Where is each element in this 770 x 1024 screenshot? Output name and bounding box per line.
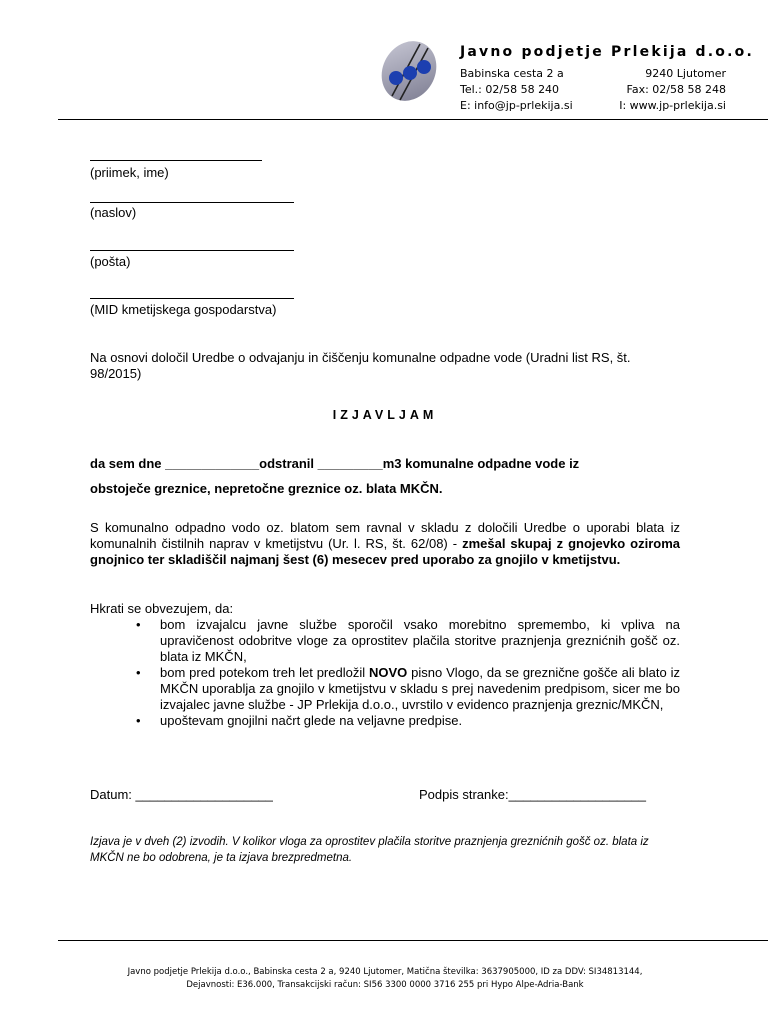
mid-line[interactable]: [90, 298, 294, 299]
statement-line-1: da sem dne _____________odstranil _________m3 komunalne odpadne vode iz: [90, 456, 580, 471]
footer-line-2: Dejavnosti: E36.000, Transakcijski račun: SI56 3300 0000 3716 255 pri Hypo Alpe-Adria-Bank: [186, 980, 584, 990]
post-line[interactable]: [90, 250, 294, 251]
compliance-paragraph: [90, 520, 680, 568]
intro-text: Na osnovi določil Uredbe o odvajanju in čiščenju komunalne odpadne vode (Uradni list RS, št. 98/2015): [90, 350, 631, 381]
header-divider: [58, 119, 768, 120]
company-email: E: info@jp-prlekija.si: [460, 99, 573, 112]
company-address: Babinska cesta 2 a: [460, 67, 564, 80]
compliance-bold-text: zmešal skupaj z gnojevko oziroma gnojnico ter skladiščil najmanj šest (6) mesecev pred uporabo za gnojilo v kmetijstvu.: [90, 536, 680, 567]
footer: [60, 966, 710, 992]
company-name: Javno podjetje Prlekija d.o.o.: [460, 44, 754, 60]
obligations-intro: Hkrati se obvezujem, da:: [90, 601, 234, 616]
compliance-text: S komunalno odpadno vodo oz. blatom sem ravnal v skladu z določili Uredbe o uporabi blata iz komunalnih čistilnih naprav v kmetijstvu (Ur. l. RS, št. 62/08) -: [90, 520, 680, 551]
company-fax: Fax: 02/58 58 248: [626, 83, 726, 96]
footer-divider: [58, 940, 768, 941]
company-city: 9240 Ljutomer: [645, 67, 726, 80]
name-label: (priimek, ime): [90, 165, 169, 180]
post-label: (pošta): [90, 254, 131, 269]
name-line[interactable]: [90, 160, 262, 161]
address-label: (naslov): [90, 205, 137, 220]
company-tel: Tel.: 02/58 58 240: [460, 83, 560, 96]
document-title: IZJAVLJAM: [332, 408, 438, 422]
date-field[interactable]: Datum: ___________________: [90, 787, 273, 802]
company-web: I: www.jp-prlekija.si: [619, 99, 726, 112]
obligation-item: • bom izvajalcu javne službe sporočil vsako morebitno spremembo, ki vpliva na upravičenost odobritve vloge za oprostitev plačila storitve praznjenja greznićnih gošč oz. blata iz MKČN,: [90, 617, 680, 665]
obligation-item: • upoštevam gnojilni načrt glede na veljavne predpise.: [90, 713, 680, 729]
company-logo: [376, 38, 442, 104]
signature-field[interactable]: Podpis stranke:___________________: [419, 787, 646, 802]
address-line[interactable]: [90, 202, 294, 203]
contact-right: [590, 66, 726, 114]
footer-line-1: Javno podjetje Prlekija d.o.o., Babinska cesta 2 a, 9240 Ljutomer, Matična številka: 3637905000, ID za DDV: SI34813144,: [127, 967, 643, 977]
obligations-list: [90, 617, 680, 729]
statement-line-2: obstoječe greznice, nepretočne greznice oz. blata MKČN.: [90, 481, 443, 496]
obligation-item: • bom pred potekom treh let predložil NOVO pisno Vlogo, da se greznične gošče ali blato iz MKČN uporablja za gnojilo v kmetijstvu v skladu s prej navedenim predpisom, sicer me bo izvajalec javne službe - JP Prlekija d.o.o., uvrstilo v evidenco praznjenja greznic/MKČN,: [90, 665, 680, 713]
mid-label: (MID kmetijskega gospodarstva): [90, 302, 277, 317]
validity-note: Izjava je v dveh (2) izvodih. V kolikor vloga za oprostitev plačila storitve praznjenja greznićnih gošč oz. blata iz MKČN ne bo odobrena, je ta izjava brezpredmetna.: [90, 836, 649, 864]
